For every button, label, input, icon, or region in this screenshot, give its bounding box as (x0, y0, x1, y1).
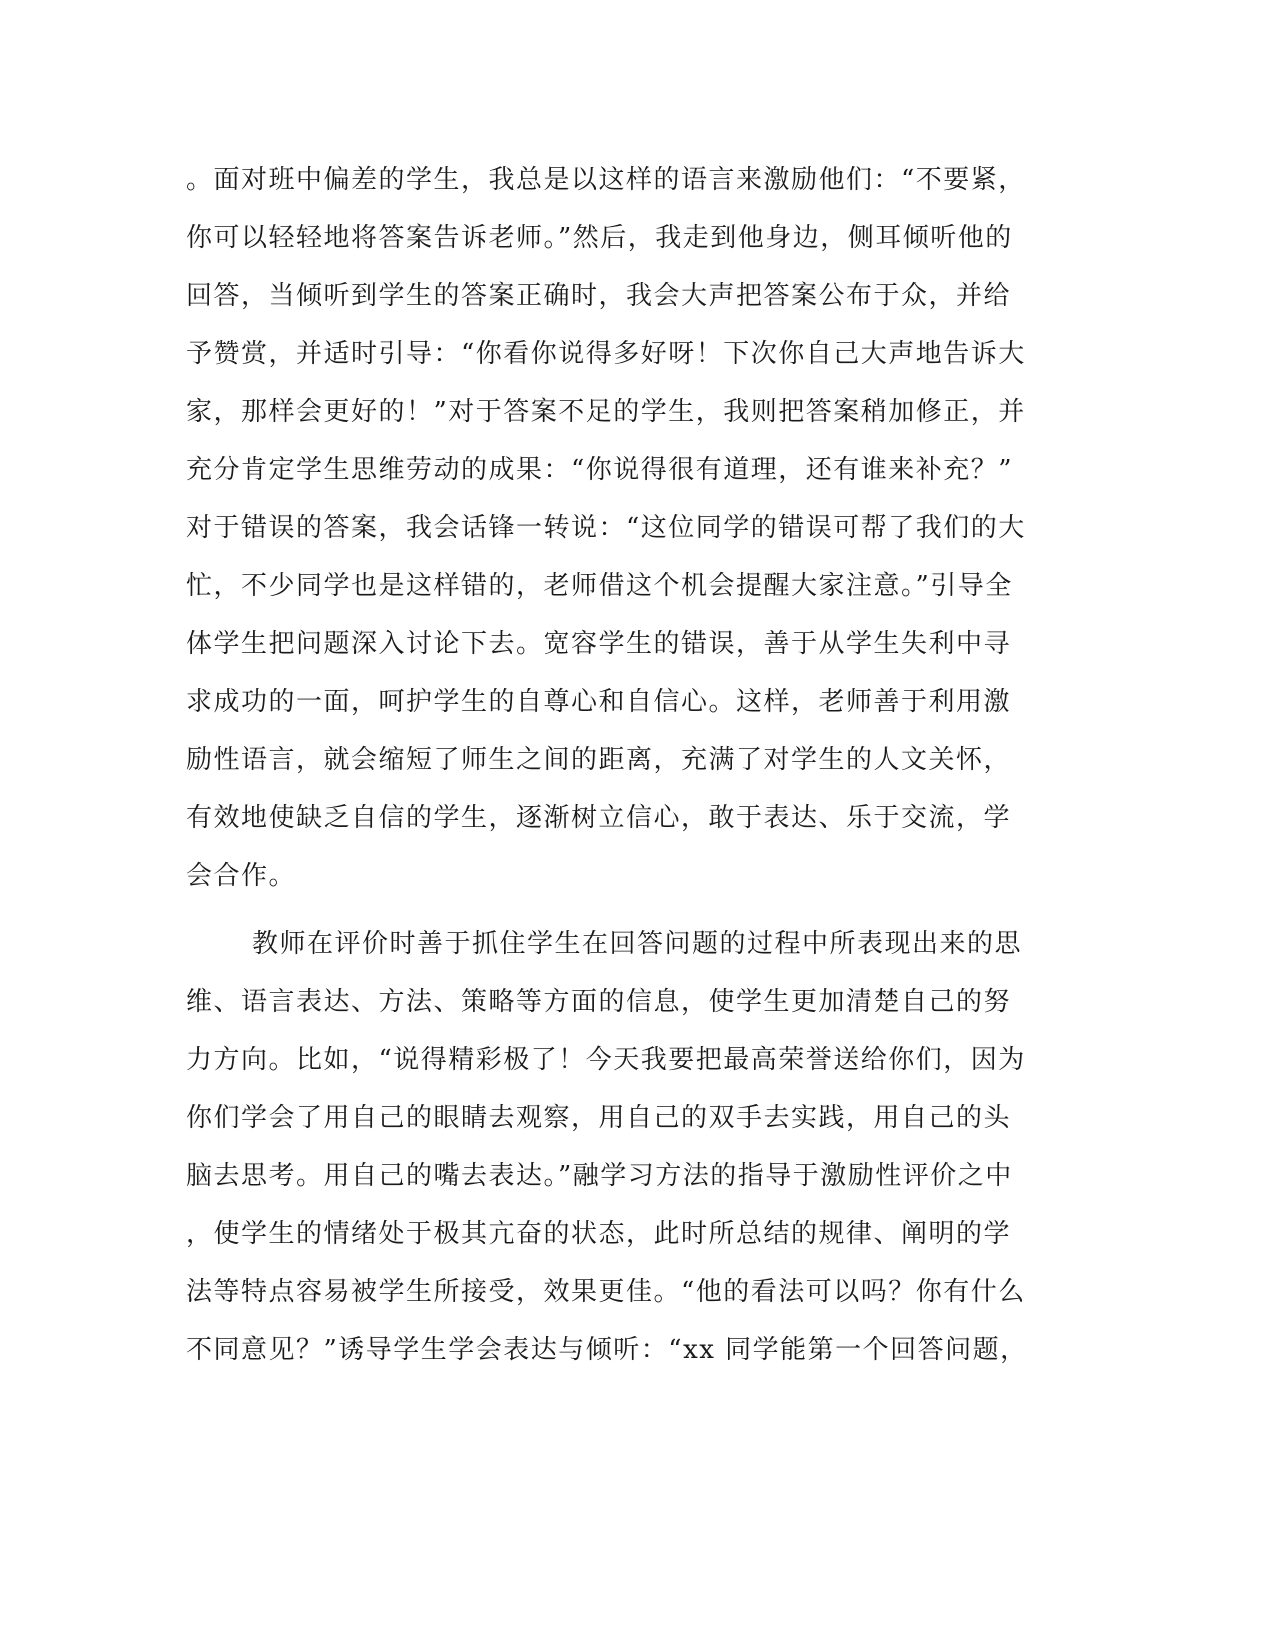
text-line: 体学生把问题深入讨论下去。宽容学生的错误，善于从学生失利中寻 (186, 629, 1012, 659)
text-line: 予赞赏，并适时引导：“你看你说得多好呀！下次你自己大声地告诉大 (186, 339, 1026, 369)
text-line: 你们学会了用自己的眼睛去观察，用自己的双手去实践，用自己的头 (186, 1103, 1012, 1133)
text-line: 教师在评价时善于抓住学生在回答问题的过程中所表现出来的思 (252, 929, 1023, 959)
text-line: ，使学生的情绪处于极其亢奋的状态，此时所总结的规律、阐明的学 (186, 1219, 1012, 1249)
text-line: 脑去思考。用自己的嘴去表达。”融学习方法的指导于激励性评价之中 (186, 1161, 1013, 1191)
text-line: 充分肯定学生思维劳动的成果：“你说得很有道理，还有谁来补充？” (186, 455, 1014, 485)
text-line: 会合作。 (186, 861, 297, 891)
text-line: 忙，不少同学也是这样错的，老师借这个机会提醒大家注意。”引导全 (186, 571, 1013, 601)
text-line: 对于错误的答案，我会话锋一转说：“这位同学的错误可帮了我们的大 (186, 513, 1026, 543)
text-line: 维、语言表达、方法、策略等方面的信息，使学生更加清楚自己的努 (186, 987, 1012, 1017)
text-line: 不同意见？”诱导学生学会表达与倾听：“xx 同学能第一个回答问题， (186, 1335, 1028, 1365)
text-line: 求成功的一面，呵护学生的自尊心和自信心。这样，老师善于利用激 (186, 687, 1012, 717)
text-line: 法等特点容易被学生所接受，效果更佳。“他的看法可以吗？你有什么 (186, 1277, 1026, 1307)
text-line: 有效地使缺乏自信的学生，逐渐树立信心，敢于表达、乐于交流，学 (186, 803, 1012, 833)
text-line: 励性语言，就会缩短了师生之间的距离，充满了对学生的人文关怀， (186, 745, 1012, 775)
text-line: 。面对班中偏差的学生，我总是以这样的语言来激励他们：“不要紧， (186, 165, 1026, 195)
text-line: 家，那样会更好的！”对于答案不足的学生，我则把答案稍加修正，并 (186, 397, 1026, 427)
text-line: 你可以轻轻地将答案告诉老师。”然后，我走到他身边，侧耳倾听他的 (186, 223, 1013, 253)
text-line: 回答，当倾听到学生的答案正确时，我会大声把答案公布于众，并给 (186, 281, 1012, 311)
text-line: 力方向。比如，“说得精彩极了！今天我要把最高荣誉送给你们，因为 (186, 1045, 1026, 1075)
